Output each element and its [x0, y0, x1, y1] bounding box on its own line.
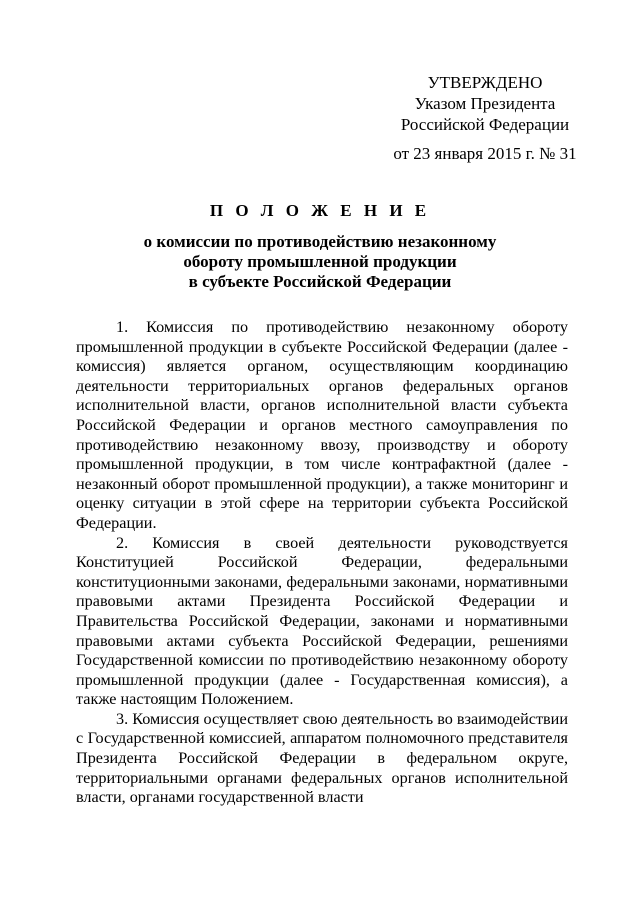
approval-authority-country: Российской Федерации — [400, 115, 570, 134]
approval-stamp — [380, 72, 590, 164]
paragraph-1: 1. Комиссия по противодействию незаконному обороту промышленной продукции в субъекте Российской Федерации (далее - комиссия) является органом, осуществляющим координацию деятельности территориальных органов федеральных органов исполнительной власти, органов исполнительной власти субъекта Российской Федерации и органов местного самоуправления по противодействию незаконному ввозу, производству и обороту промышленной продукции, в том числе контрафактной (далее - незаконный оборот промышленной продукции), а также мониторинг и оценку ситуации в этой сфере на территории субъекта Российской Федерации. — [76, 318, 568, 532]
approval-status: УТВЕРЖДЕНО — [427, 73, 543, 92]
document-body — [76, 318, 568, 808]
approval-date-number: от 23 января 2015 г. № 31 — [393, 144, 577, 163]
paragraph-3: 3. Комиссия осуществляет свою деятельность во взаимодействии с Государственной комиссией, аппаратом полномочного представителя Президента Российской Федерации в федеральном округе, территориальными органами федеральных органов исполнительной власти, органами государственной власти — [76, 709, 568, 807]
subtitle-line-1: о комиссии по противодействию незаконному — [143, 232, 497, 251]
approval-authority: Указом Президента — [414, 94, 556, 113]
subtitle-line-2: обороту промышленной продукции — [183, 252, 457, 271]
paragraph-2: 2. Комиссия в своей деятельности руководствуется Конституцией Российской Федерации, федеральными конституционными законами, федеральными законами, нормативными правовыми актами Президента Российской Федерации и Правительства Российской Федерации, законами и нормативными правовыми актами субъекта Российской Федерации, решениями Государственной комиссии по противодействию незаконному обороту промышленной продукции (далее - Государственная комиссия), а также настоящим Положением. — [76, 533, 568, 709]
document-title: П О Л О Ж Е Н И Е — [209, 201, 431, 220]
document-subtitle — [0, 232, 640, 292]
subtitle-line-3: в субъекте Российской Федерации — [188, 272, 452, 291]
